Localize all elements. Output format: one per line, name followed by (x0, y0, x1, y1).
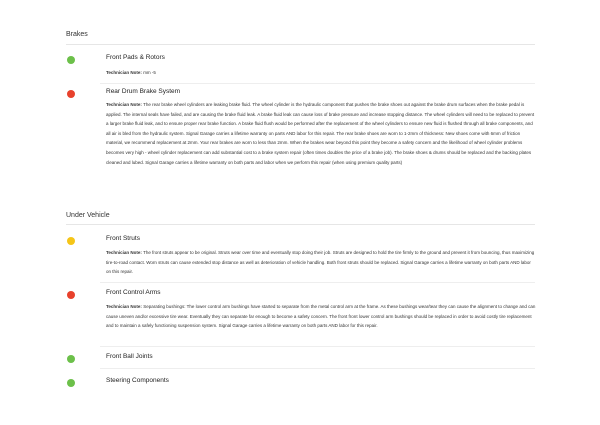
technician-note-front-pads (106, 68, 536, 78)
technician-note-rear-drum (106, 100, 536, 167)
status-dot-front-ball-joints (67, 355, 75, 363)
status-dot-rear-drum (67, 90, 75, 98)
item-divider (100, 346, 535, 347)
item-title-rear-drum: Rear Drum Brake System (106, 88, 181, 95)
item-title-front-struts: Front Struts (106, 235, 140, 242)
item-divider (100, 368, 535, 369)
technician-note-front-control-arms (106, 302, 536, 331)
section-title-under-vehicle: Under Vehicle (66, 212, 110, 219)
item-title-steering-components: Steering Components (106, 377, 169, 384)
note-label: Technician Note: (106, 102, 142, 107)
item-title-front-ball-joints: Front Ball Joints (106, 353, 153, 360)
note-text: The front struts appear to be original. Struts wear over time and eventually stop doing their job. Struts are designed to hold the tire firmly to the ground and prevent it from bouncing, thus maximizing tire-to-road contact. Worn struts can cause extended stop distance as well as deterioration of vehicle handling. Both front struts should be replaced. Signal Garage carries a lifetime warranty on both parts AND labor on this repair. (106, 250, 535, 275)
item-divider (100, 83, 535, 84)
note-text: Separating bushings: The lower control arm bushings have started to separate from the metal control arm at the frame. As these bushings wear/tear they can cause the alignment to change and can cause uneven and/or excessive tire wear. Eventually they can separate far enough to become a safety concern. The front front lower control arm bushings should be replaced in order to avoid costly tire replacement and to maintain a safely functioning suspension system. Signal Garage carries a lifetime warranty on both parts AND labor for this repair. (106, 304, 536, 329)
note-label: Technician Note: (106, 250, 142, 255)
status-dot-front-struts (67, 237, 75, 245)
status-dot-steering-components (67, 379, 75, 387)
item-title-front-pads: Front Pads & Rotors (106, 54, 165, 61)
item-title-front-control-arms: Front Control Arms (106, 289, 161, 296)
status-dot-front-control-arms (67, 291, 75, 299)
section-title-brakes: Brakes (66, 31, 88, 38)
note-text: The rear brake wheel cylinders are leaking brake fluid. The wheel cylinder is the hydraulic component that pushes the brake shoes out against the brake drum surfaces when the brake pedal is applied. The internal seals have failed, and are causing the brake fluid leak. A brake fluid leak can cause loss of brake pressure and increase stopping distance. The wheel cylinders will need to be replaced to prevent a larger brake fluid leak, and to ensure proper rear brake function. A brake fluid flush would be performed after the replacement of the wheel cylinders to ensure new fluid is flushed through all brake components, and all air is bled from the hydraulic system. Signal Garage carries a lifetime warranty on parts AND labor for this repair. The rear brake shoes are worn to 1-2mm of thickness: New shoes come with 6mm of friction material, we recommend replacement at 2mm. Your rear brakes are worn to less than 2mm. When the brakes wear beyond this point they become a safety concern and the likelihood of wheel cylinder problems becomes very high - wheel cylinder replacement can add substantial cost to a brake system repair (often times doubles the price of a brake job). The brake shoes & drums should be replaced and the backing plates cleaned and lubed. Signal Garage carries a lifetime warranty on both parts and labor when we perform this repair (when using premium quality parts) (106, 102, 535, 165)
section-divider (66, 44, 535, 45)
note-label: Technician Note: (106, 70, 142, 75)
note-label: Technician Note: (106, 304, 142, 309)
technician-note-front-struts (106, 248, 536, 277)
item-divider (100, 282, 535, 283)
note-text: mm -5 (143, 70, 156, 75)
status-dot-front-pads (67, 56, 75, 64)
section-divider (66, 224, 535, 225)
